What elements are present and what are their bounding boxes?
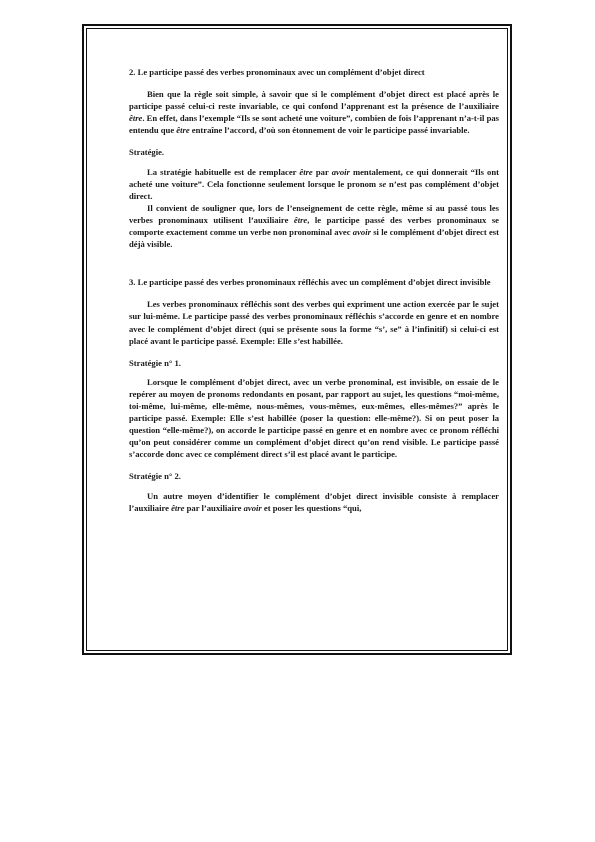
section-3-paragraph-1: Les verbes pronominaux réfléchis sont des verbes qui expriment une action exercée par le sujet sur lui-même. Le participe passé des verbes pronominaux réfléchis s’accorde en genre et en nombre avec le complément d’objet direct (qui se présente sous la forme “s’, se” à l’infinitif) si celui-ci est placé avant le participe passé. Exemple: Elle s’est habillée. <box>129 299 499 346</box>
document-body <box>129 66 499 514</box>
section-2-heading: 2. Le participe passé des verbes pronominaux avec un complément d’objet direct <box>129 67 425 77</box>
section-3-heading: 3. Le participe passé des verbes pronominaux réfléchis avec un complément d’objet direct invisible <box>129 277 491 288</box>
strategy-2-title: Stratégie n° 2. <box>129 471 181 482</box>
section-3-paragraph-3: Un autre moyen d’identifier le complément d’objet direct invisible consiste à remplacer l’auxiliaire être par l’auxiliaire avoir et poser les questions “qui, <box>129 490 499 513</box>
section-3-paragraph-2: Lorsque le complément d’objet direct, avec un verbe pronominal, est invisible, on essaie de le repérer au moyen de pronoms redondants en posant, par rapport au sujet, les questions “moi-même, toi-même, lui-même, elle-même, nous-mêmes, vous-mêmes, eux-mêmes, elles-mêmes?” après le participe passé. Exemple: Elle s’est habillée (poser la question: elle-même?). Si on peut poser la question “elle-même?), on accorde le participe passé en genre et en nombre avec ce pronom réfléchi qu’on peut considérer comme un complément d’objet direct qu’on rend visible. Le participe passé s’accorde donc avec ce complément direct s’il est placé avant le participe. <box>129 376 499 460</box>
strategy-1-title: Stratégie n° 1. <box>129 357 181 368</box>
section-2-paragraph-2: La stratégie habituelle est de remplacer être par avoir mentalement, ce qui donnerait “Ils ont acheté une voiture”. Cela fonctionne seulement lorsque le pronom se n’est pas complément d’objet direct. <box>129 166 499 201</box>
section-2-paragraph-1: Bien que la règle soit simple, à savoir que si le complément d’objet direct est placé après le participe passé celui-ci reste invariable, ce qui confond l’apprenant est la présence de l’auxiliaire être. En effet, dans l’exemple “Ils se sont acheté une voiture”, combien de fois l’apprenant n’a-t-il pas entendu que être entraîne l’accord, d’où son étonnement de voir le participe passé invariable. <box>129 89 499 136</box>
section-2-paragraph-3: Il convient de souligner que, lors de l’enseignement de cette règle, même si au passé tous les verbes pronominaux utilisent l’auxiliaire être, le participe passé des verbes pronominaux se comporte exactement comme un verbe non pronominal avec avoir si le complément d’objet direct est déjà visible. <box>129 202 499 250</box>
section-2-strategy-title: Stratégie. <box>129 147 165 158</box>
